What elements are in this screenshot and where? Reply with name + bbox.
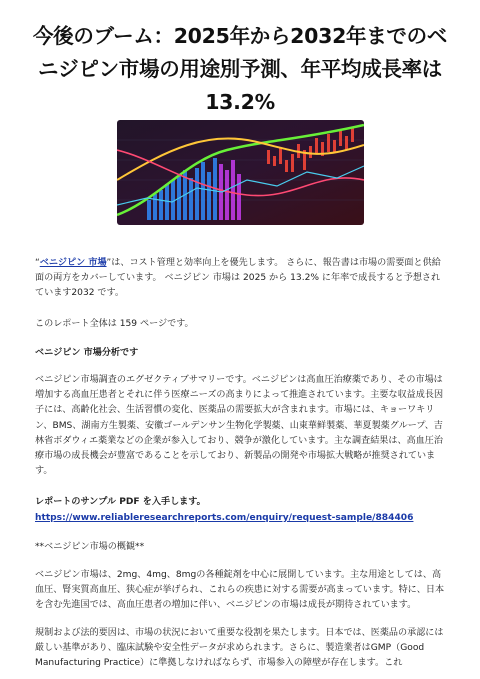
sample-request [35, 495, 446, 525]
financial-chart-image [117, 120, 364, 225]
intro-text: ”は、コスト管理と効率向上を優先します。 さらに、報告書は市場の需要面と供給面の両方をカバーしています。 ベニジピン 市場は 2025 から 13.2% に年率で成長すると予想されています2032 です。 [35, 258, 441, 299]
regulatory-paragraph: 規制および法的要因は、市場の状況において重要な役割を果たします。日本では、医薬品の承認には厳しい基準があり、臨床試験や安全性データが求められます。さらに、製造業者はGMP（Good Manufacturing Practice）に準拠しなければならず、市場参入の障壁が存在します。これ [35, 627, 444, 669]
market-link[interactable]: ベニジピン 市場 [39, 258, 107, 268]
analysis-paragraph: ベニジピン市場調査のエグゼクティブサマリーです。ベニジピンは高血圧治療薬であり、その市場は増加する高血圧患者とそれに伴う医療ニーズの高まりによって推進されています。主要な収益成長因子には、高齢化社会、生活習慣の変化、医薬品の需要拡大が含まれます。市場には、キョーワキリン、BMS、湖南方生製薬、安徽ゴールデンサン生物化学製薬、山東華鲜製薬、華夏製薬グループ、吉林省ボダウィエ薬業などの企業が参入しており、競争が激化しています。主な調査結果は、高血圧治療市場の成長機会が豊富であることを示しており、新製品の開発や市場拡大戦略が推奨されています。 [35, 375, 444, 477]
overview-paragraph: ベニジピン市場は、2mg、4mg、8mgの各種錠剤を中心に展開しています。主な用途としては、高血圧、腎実質高血圧、狭心症が挙げられ、これらの疾患に対する需要が高まっています。特に、日本を含む先進国では、高血圧患者の増加に伴い、ベニジピンの市場は成長が期待されています。 [35, 570, 445, 611]
overview-heading: **ベニジピン市場の概観** [35, 541, 145, 552]
open-quote: “ [35, 258, 40, 268]
article-body [35, 256, 446, 671]
analysis-heading: ベニジピン 市場分析です [35, 347, 139, 358]
sample-url-link[interactable]: https://www.reliableresearchreports.com/enquiry/request-sample/884406 [35, 512, 414, 523]
page-count-note: このレポート全体は 159 ページです。 [35, 318, 194, 329]
article-title: 今後のブーム：2025年から2032年までのベニジピン市場の用途別予測、年平均成長率は13.2% [32, 24, 448, 114]
sample-label: レポートのサンプル PDF を入手します。 [35, 497, 206, 508]
intro-paragraph [35, 256, 446, 302]
